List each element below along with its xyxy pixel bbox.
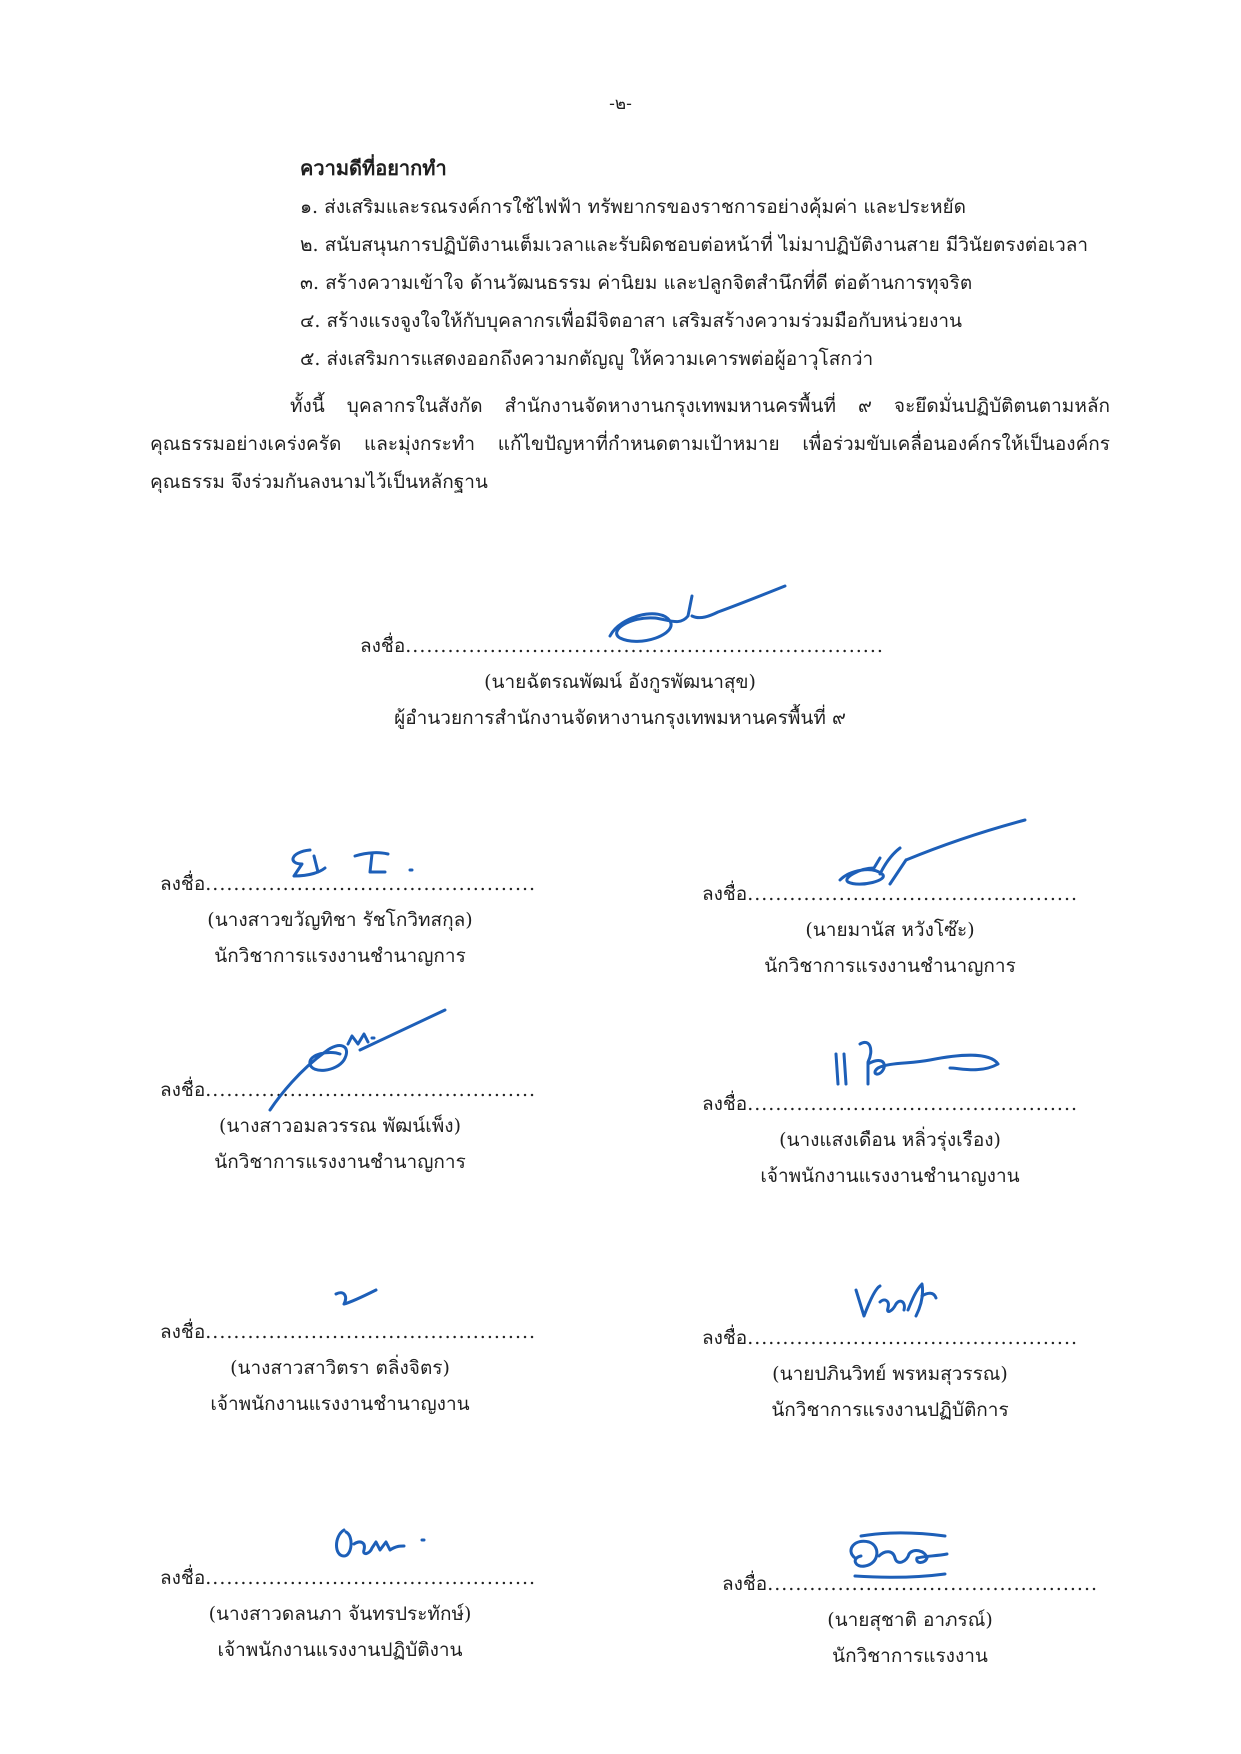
signature-block [160,1314,537,1422]
signature-block-director [360,628,884,736]
closing-paragraph-text: ทั้งนี้ บุคลากรในสังกัด สำนักงานจัดหางานกรุงเทพมหานครพื้นที่ ๙ จะยึดมั่นปฏิบัติตนตามหลักคุณธรรมอย่างเคร่งครัด และมุ่งกระทำ แก้ไขปัญหาที่กำหนดตามเป้าหมาย เพื่อร่วมขับเคลื่อนองค์กรให้เป็นองค์กรคุณธรรม จึงร่วมกันลงนามไว้เป็นหลักฐาน [150,395,1110,493]
signature-dots: ............................................... [747,1327,1079,1349]
signature-image [330,1522,440,1566]
signature-line [700,876,1080,912]
signature-dots: ............................................... [205,1321,537,1343]
signatory-name: (นายสุชาติ อาภรณ์) [827,1609,993,1631]
signature-image [835,1528,965,1588]
signatory-name: (นางสาวอมลวรรณ พัฒน์เพ็ง) [219,1115,461,1137]
sign-label: ลงชื่อ [701,883,748,905]
sign-label: ลงชื่อ [701,1327,748,1349]
signature-image [330,1284,390,1314]
signature-image [280,842,460,882]
signature-dots: ............................................... [205,1079,537,1101]
signatory-name: (นางสาวสาวิตรา ตลิ่งจิตร) [230,1357,450,1379]
signature-image [820,818,1030,898]
list-item: ๕. ส่งเสริมการแสดงออกถึงความกตัญญู ให้ความเคารพต่อผู้อาวุโสกว่า [300,348,874,370]
signature-block [700,1320,1080,1428]
signatory-title: เจ้าพนักงานแรงงานปฏิบัติงาน [217,1639,463,1661]
signature-image [850,1276,950,1328]
signatory-name: (นายมานัส หวังโซ๊ะ) [805,919,975,941]
signatory-title: นักวิชาการแรงงานชำนาญการ [214,945,466,967]
signature-line [160,1072,537,1108]
signatory-title: เจ้าพนักงานแรงงานชำนาญงาน [210,1393,470,1415]
signature-block [160,1072,537,1180]
signature-line [160,1560,537,1596]
signatory-title: นักวิชาการแรงงานชำนาญการ [764,955,1016,977]
signatory-title: นักวิชาการแรงงานปฏิบัติการ [771,1399,1009,1421]
signature-image [830,1034,1020,1104]
section-heading: ความดีที่อยากทำ [300,156,447,180]
signatory-title: นักวิชาการแรงงาน [832,1645,988,1667]
page-number: -๒- [609,94,632,114]
signature-line [160,1314,537,1350]
list-item: ๑. ส่งเสริมและรณรงค์การใช้ไฟฟ้า ทรัพยากรของราชการอย่างคุ้มค่า และประหยัด [300,196,966,218]
signatory-name: (นางสาวขวัญทิชา รัชโกวิทสกุล) [207,909,473,931]
signature-dots: ............................................... [205,873,537,895]
signatory-name: (นายปภินวิทย์ พรหมสุวรรณ) [772,1363,1008,1385]
signature-block [700,1086,1080,1194]
list-item: ๔. สร้างแรงจูงใจให้กับบุคลากรเพื่อมีจิตอาสา เสริมสร้างความร่วมมือกับหน่วยงาน [300,310,963,332]
sign-label: ลงชื่อ [721,1573,768,1595]
closing-paragraph [150,387,1110,501]
list-item: ๓. สร้างความเข้าใจ ด้านวัฒนธรรม ค่านิยม และปลูกจิตสำนึกที่ดี ต่อต้านการทุจริต [300,272,973,294]
sign-label: ลงชื่อ [360,635,406,657]
signature-line [160,866,537,902]
signature-line [700,1320,1080,1356]
signature-dots: ............................................... [767,1573,1099,1595]
signatory-name: (นางแสงเดือน หลิ่วรุ่งเรือง) [779,1129,1001,1151]
signature-block [720,1566,1100,1674]
sign-label: ลงชื่อ [160,873,206,895]
signature-image [600,576,790,656]
sign-label: ลงชื่อ [701,1093,748,1115]
signature-line [720,1566,1100,1602]
signatory-title: เจ้าพนักงานแรงงานชำนาญงาน [760,1165,1020,1187]
signatory-title: ผู้อำนวยการสำนักงานจัดหางานกรุงเทพมหานครพื้นที่ ๙ [394,707,846,729]
sign-label: ลงชื่อ [160,1321,206,1343]
signature-dots: ............................................... [205,1567,537,1589]
sign-label: ลงชื่อ [160,1567,206,1589]
signature-dots: ............................................... [747,1093,1079,1115]
sign-label: ลงชื่อ [160,1079,206,1101]
signature-block [700,876,1080,984]
signature-block [160,1560,537,1668]
signature-line [360,628,884,664]
signatory-title: นักวิชาการแรงงานชำนาญการ [214,1151,466,1173]
signatory-name: (นายฉัตรณพัฒน์ อังกูรพัฒนาสุข) [484,671,756,693]
signature-dots: .................................................................... [405,635,884,657]
signature-line [700,1086,1080,1122]
signatory-name: (นางสาวดลนภา จันทรประทักษ์) [208,1603,472,1625]
signature-dots: ............................................... [747,883,1079,905]
signature-block [160,866,537,974]
signature-image [240,1010,450,1120]
list-item: ๒. สนับสนุนการปฏิบัติงานเต็มเวลาและรับผิดชอบต่อหน้าที่ ไม่มาปฏิบัติงานสาย มีวินัยตรงต่อเวลา [300,234,1089,256]
